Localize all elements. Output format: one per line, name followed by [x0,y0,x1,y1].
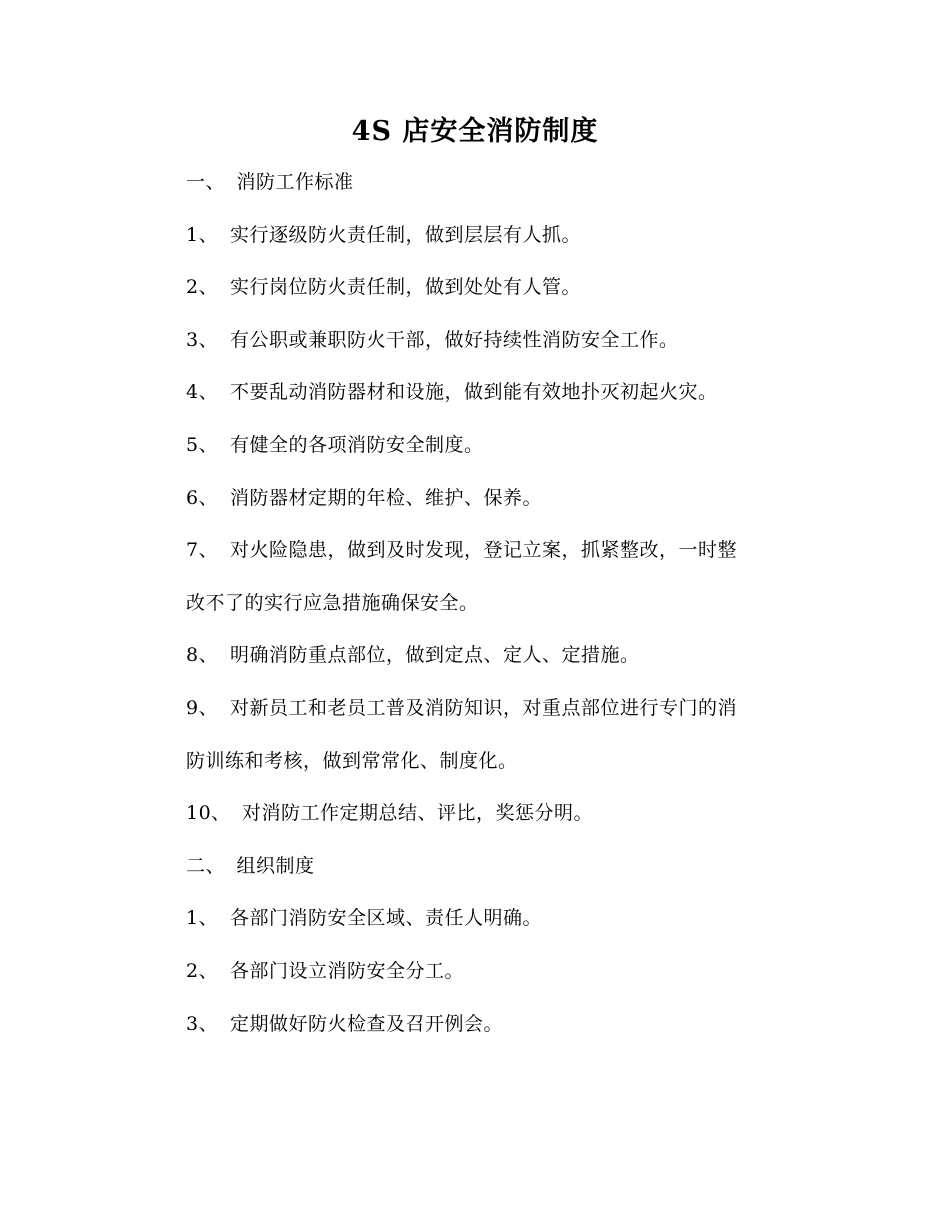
line-text: 防训练和考核，做到常常化、制度化。 [186,749,518,772]
list-item [186,482,798,535]
line-number: 3、 [186,328,219,351]
list-item [186,902,798,955]
list-item [186,955,798,1008]
list-item [186,639,798,692]
line-number: 9、 [186,696,219,719]
line-text: 明确消防重点部位，做到定点、定人、定措施。 [230,644,640,667]
document-title: 4S 店安全消防制度 [351,116,599,147]
line-number: 8、 [186,644,219,667]
list-item [186,219,798,272]
line-text: 各部门消防安全区域、责任人明确。 [230,907,543,930]
line-text: 对火险隐患，做到及时发现，登记立案，抓紧整改，一时整 [230,539,738,562]
line-text: 各部门设立消防安全分工。 [230,959,465,982]
list-item [186,797,798,850]
line-number: 一、 [186,171,226,193]
list-item [186,271,798,324]
list-item [186,692,798,745]
line-text: 有健全的各项消防安全制度。 [230,433,484,456]
line-text: 定期做好防火检查及召开例会。 [230,1012,504,1035]
line-number: 6、 [186,486,219,509]
line-number: 10、 [186,802,231,825]
line-text: 消防工作标准 [230,171,354,193]
line-text: 对消防工作定期总结、评比，奖惩分明。 [242,802,594,825]
line-number: 2、 [186,959,219,982]
line-text: 不要乱动消防器材和设施，做到能有效地扑灭初起火灾。 [230,381,718,404]
line-text: 消防器材定期的年检、维护、保养。 [230,486,543,509]
line-number: 3、 [186,1012,219,1035]
list-item [186,534,798,587]
section-heading [186,850,798,903]
line-text: 有公职或兼职防火干部，做好持续性消防安全工作。 [230,328,679,351]
list-item [186,1008,798,1061]
line-text: 实行逐级防火责任制，做到层层有人抓。 [230,223,582,246]
line-text: 组织制度 [230,854,315,877]
line-text: 对新员工和老员工普及消防知识，对重点部位进行专门的消 [230,696,738,719]
list-item-continuation [186,587,798,640]
section-heading [186,166,798,219]
line-number: 4、 [186,381,219,404]
line-number: 1、 [186,223,219,246]
line-number: 7、 [186,539,219,562]
document-body [186,166,798,1060]
line-number: 5、 [186,433,219,456]
line-number: 二、 [186,854,226,877]
list-item-continuation [186,745,798,798]
list-item [186,376,798,429]
list-item [186,429,798,482]
line-text: 实行岗位防火责任制，做到处处有人管。 [230,276,582,299]
line-number: 1、 [186,907,219,930]
list-item [186,324,798,377]
line-number: 2、 [186,276,219,299]
line-text: 改不了的实行应急措施确保安全。 [186,591,479,614]
